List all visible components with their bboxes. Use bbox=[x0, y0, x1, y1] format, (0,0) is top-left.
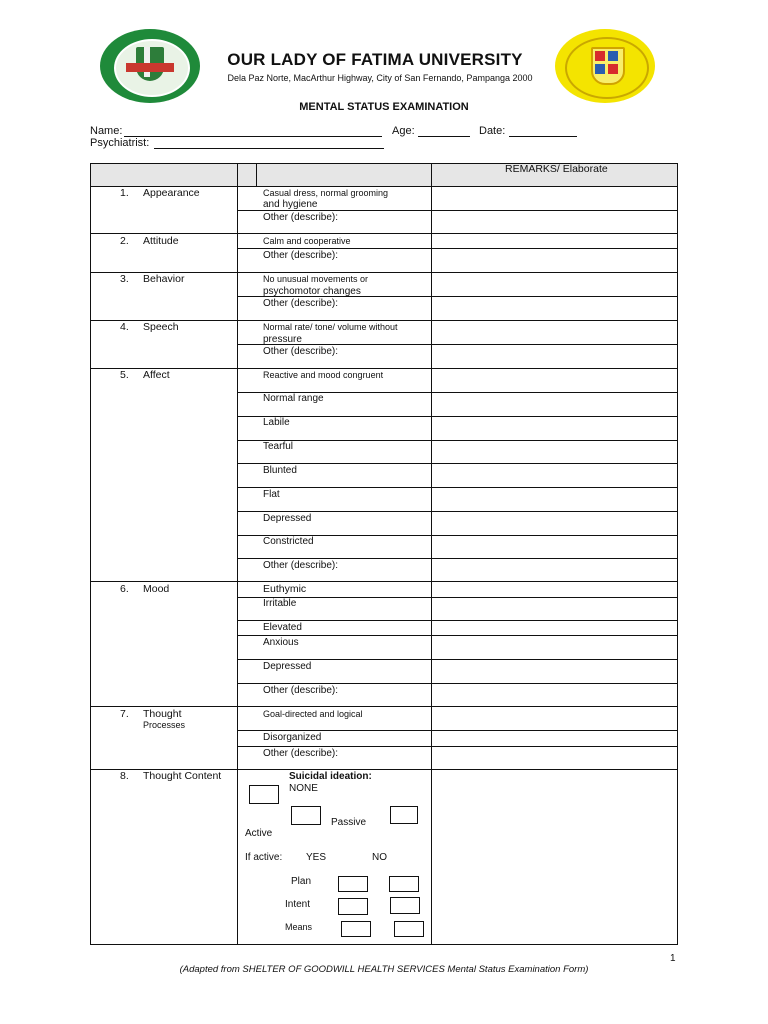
option-label: pressure bbox=[263, 334, 302, 345]
option-label: Casual dress, normal grooming bbox=[263, 188, 389, 198]
name-label: Name: bbox=[90, 125, 123, 137]
option-divider bbox=[237, 558, 678, 559]
page-number: 1 bbox=[670, 953, 676, 964]
option-divider bbox=[237, 248, 678, 249]
section-label-thought-processes: Thought bbox=[143, 708, 182, 720]
option-label: Irritable bbox=[263, 598, 297, 609]
passive-checkbox[interactable] bbox=[390, 806, 418, 824]
section-label-mood: Mood bbox=[143, 583, 170, 595]
option-label: Labile bbox=[263, 417, 290, 428]
yes-label: YES bbox=[306, 852, 327, 863]
option-label: Elevated bbox=[263, 622, 302, 633]
section-label-thought-processes-cont: Processes bbox=[143, 720, 186, 730]
suicidal-ideation-title: Suicidal ideation: bbox=[289, 771, 372, 782]
option-label: Other (describe): bbox=[263, 346, 339, 357]
option-label: Other (describe): bbox=[263, 250, 339, 261]
column-divider bbox=[237, 163, 238, 945]
no-label: NO bbox=[372, 852, 387, 863]
section-label-speech: Speech bbox=[143, 321, 179, 333]
option-divider bbox=[237, 511, 678, 512]
option-label: Other (describe): bbox=[263, 298, 339, 309]
option-label: Euthymic bbox=[263, 583, 307, 595]
plan-label: Plan bbox=[291, 876, 312, 887]
intent-yes-checkbox[interactable] bbox=[338, 898, 368, 915]
option-label: Other (describe): bbox=[263, 212, 339, 223]
option-divider bbox=[237, 210, 678, 211]
plan-yes-checkbox[interactable] bbox=[338, 876, 368, 892]
university-address: Dela Paz Norte, MacArthur Highway, City of San Fernando, Pampanga 2000 bbox=[227, 73, 533, 83]
option-label: Other (describe): bbox=[263, 748, 339, 759]
date-field[interactable] bbox=[509, 136, 577, 137]
option-divider bbox=[237, 463, 678, 464]
option-label: Tearful bbox=[263, 441, 294, 452]
none-checkbox[interactable] bbox=[249, 785, 279, 804]
none-label: NONE bbox=[289, 783, 318, 794]
form-title: MENTAL STATUS EXAMINATION bbox=[299, 101, 469, 113]
active-checkbox[interactable] bbox=[291, 806, 321, 825]
option-label: Disorganized bbox=[263, 732, 322, 743]
university-seal-left bbox=[100, 29, 200, 103]
option-label: Reactive and mood congruent bbox=[263, 370, 384, 380]
section-label-appearance: Appearance bbox=[143, 187, 200, 199]
section-number: 1. bbox=[120, 187, 129, 199]
option-label: Depressed bbox=[263, 513, 312, 524]
passive-label: Passive bbox=[331, 817, 367, 828]
plan-no-checkbox[interactable] bbox=[389, 876, 419, 892]
column-divider bbox=[431, 163, 432, 945]
option-divider bbox=[237, 440, 678, 441]
means-no-checkbox[interactable] bbox=[394, 921, 424, 937]
section-number: 6. bbox=[120, 583, 129, 595]
section-label-thought-content: Thought Content bbox=[143, 770, 222, 782]
option-label: and hygiene bbox=[263, 199, 318, 210]
section-number: 5. bbox=[120, 369, 129, 381]
intent-label: Intent bbox=[285, 899, 311, 910]
option-label: Goal-directed and logical bbox=[263, 709, 363, 719]
section-number: 7. bbox=[120, 708, 129, 720]
option-divider bbox=[237, 746, 678, 747]
option-divider bbox=[237, 620, 678, 621]
option-divider bbox=[237, 730, 678, 731]
row-divider bbox=[90, 368, 678, 369]
option-label: Constricted bbox=[263, 536, 314, 547]
intent-no-checkbox[interactable] bbox=[390, 897, 420, 914]
age-field[interactable] bbox=[418, 136, 470, 137]
option-divider bbox=[237, 659, 678, 660]
university-seal-right bbox=[555, 29, 655, 103]
section-number: 8. bbox=[120, 770, 129, 782]
option-divider bbox=[237, 635, 678, 636]
section-label-affect: Affect bbox=[143, 369, 170, 381]
university-name: OUR LADY OF FATIMA UNIVERSITY bbox=[227, 50, 523, 69]
option-divider bbox=[237, 597, 678, 598]
active-label: Active bbox=[245, 828, 273, 839]
option-divider bbox=[237, 416, 678, 417]
psychiatrist-field[interactable] bbox=[154, 148, 384, 149]
option-label: Depressed bbox=[263, 661, 312, 672]
remarks-header: REMARKS/ Elaborate bbox=[505, 163, 608, 175]
option-divider bbox=[237, 487, 678, 488]
psychiatrist-label: Psychiatrist: bbox=[90, 137, 150, 149]
section-number: 3. bbox=[120, 273, 129, 285]
option-label: Blunted bbox=[263, 465, 297, 476]
column-divider bbox=[256, 163, 257, 187]
section-number: 2. bbox=[120, 235, 129, 247]
means-label: Means bbox=[285, 922, 313, 932]
option-label: No unusual movements or bbox=[263, 274, 369, 284]
option-divider bbox=[237, 683, 678, 684]
option-label: Other (describe): bbox=[263, 560, 339, 571]
option-label: Normal rate/ tone/ volume without bbox=[263, 322, 398, 332]
means-yes-checkbox[interactable] bbox=[341, 921, 371, 937]
row-divider bbox=[90, 233, 678, 234]
row-divider bbox=[90, 706, 678, 707]
section-label-attitude: Attitude bbox=[143, 235, 179, 247]
row-divider bbox=[90, 581, 678, 582]
option-label: psychomotor changes bbox=[263, 286, 361, 297]
option-divider bbox=[237, 344, 678, 345]
option-label: Flat bbox=[263, 489, 280, 500]
option-label: Normal range bbox=[263, 393, 324, 404]
section-label-behavior: Behavior bbox=[143, 273, 185, 285]
source-note: (Adapted from SHELTER OF GOODWILL HEALTH SERVICES Mental Status Examination Form) bbox=[179, 964, 589, 975]
age-label: Age: bbox=[392, 125, 415, 137]
section-number: 4. bbox=[120, 321, 129, 333]
name-field[interactable] bbox=[124, 136, 382, 137]
if-active-label: If active: bbox=[245, 852, 283, 863]
date-label: Date: bbox=[479, 125, 506, 137]
option-label: Anxious bbox=[263, 637, 299, 648]
option-label: Other (describe): bbox=[263, 685, 339, 696]
option-label: Calm and cooperative bbox=[263, 236, 351, 246]
